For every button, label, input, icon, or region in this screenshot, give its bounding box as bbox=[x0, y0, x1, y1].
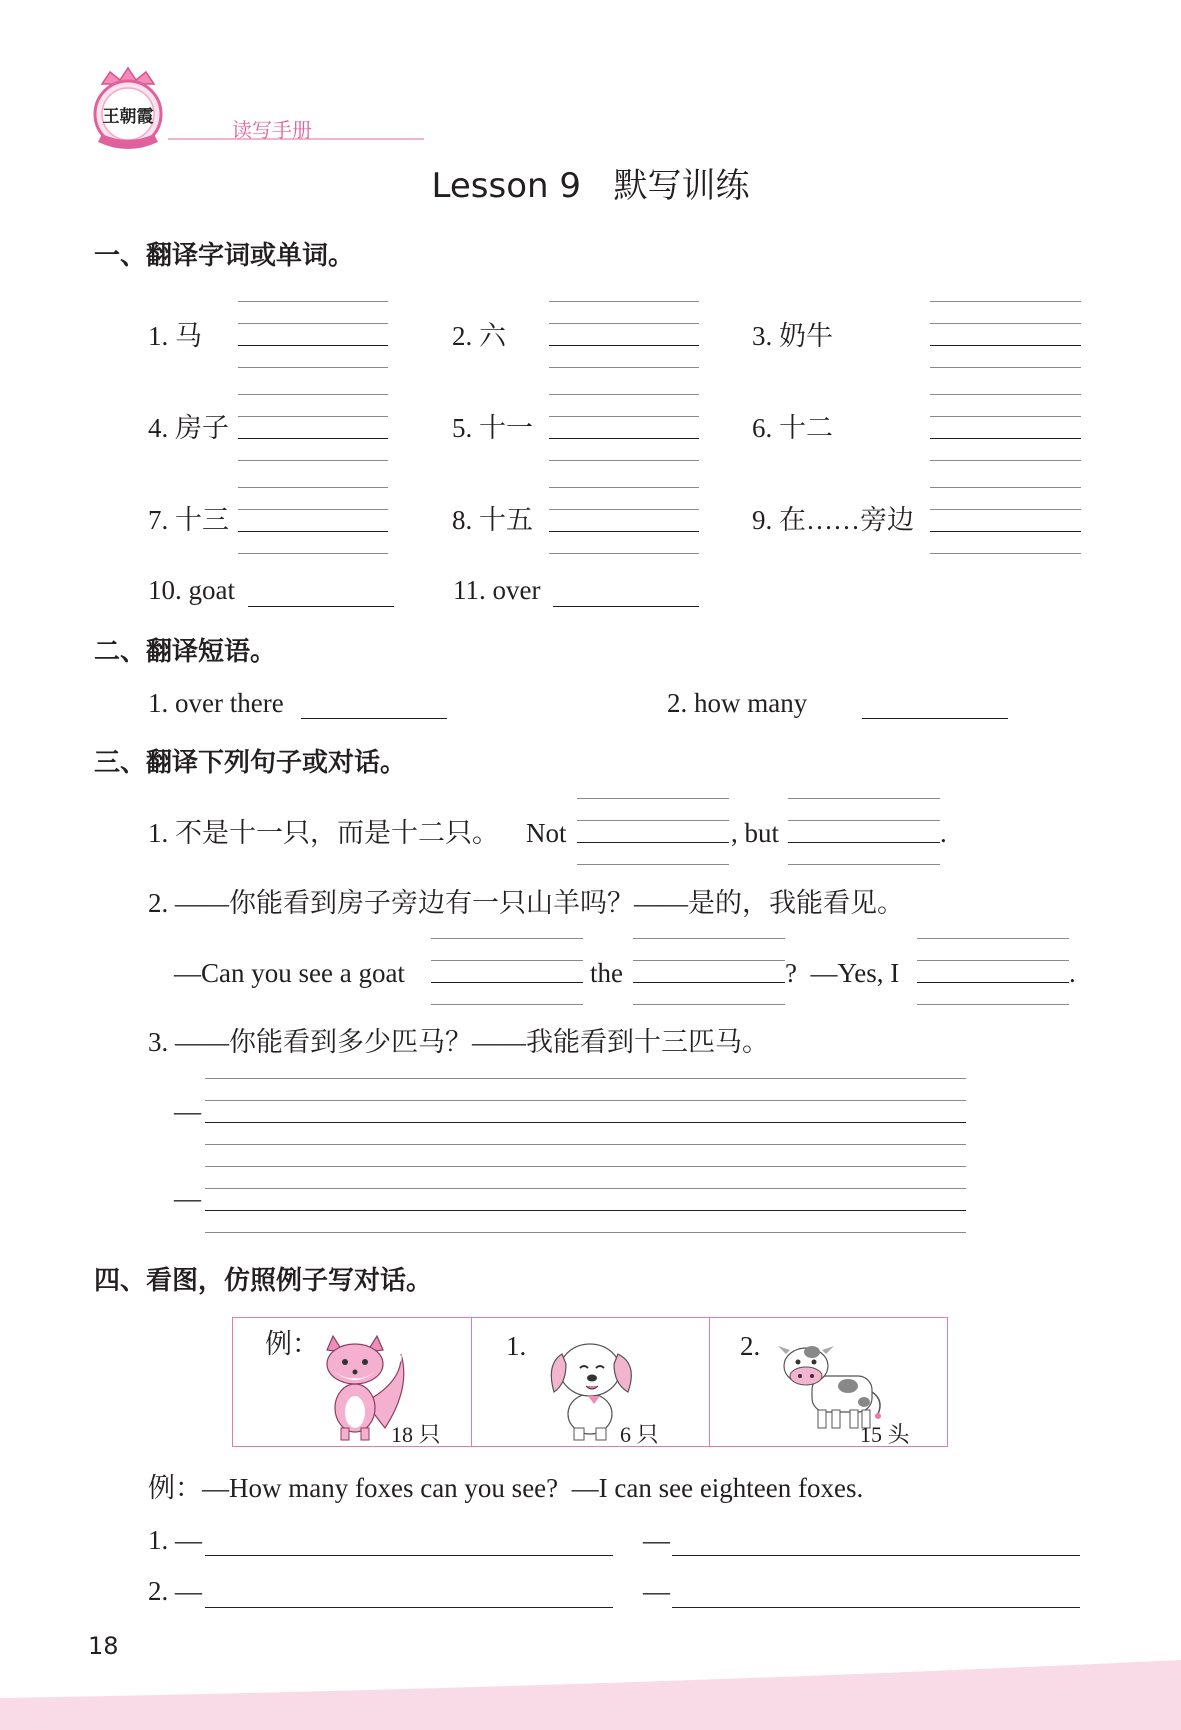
animal-count: 15 头 bbox=[860, 1422, 910, 1447]
answer-lines[interactable] bbox=[917, 938, 1069, 1018]
answer-lines[interactable] bbox=[549, 394, 699, 474]
picture-label: 例： bbox=[265, 1329, 319, 1359]
footer-band bbox=[0, 1660, 1181, 1730]
answer-blank[interactable] bbox=[672, 1607, 1080, 1608]
picture-label: 2. bbox=[740, 1331, 761, 1361]
vocab-item: 1. 马 bbox=[148, 321, 202, 351]
phrase-item: 1. over there bbox=[148, 688, 284, 718]
vocab-item: 4. 房子 bbox=[148, 413, 229, 443]
dialogue-dash: — bbox=[643, 1525, 670, 1555]
answer-blank[interactable] bbox=[862, 718, 1008, 719]
picture-label: 1. bbox=[506, 1331, 527, 1361]
answer-lines[interactable] bbox=[549, 301, 699, 381]
dialogue-dash: — bbox=[174, 1183, 201, 1213]
answer-lines[interactable] bbox=[205, 1166, 966, 1246]
sentence-word: ? —Yes, I bbox=[785, 958, 900, 988]
answer-blank[interactable] bbox=[301, 718, 447, 719]
vocab-item: 11. over bbox=[453, 575, 541, 605]
answer-lines[interactable] bbox=[431, 938, 583, 1018]
vocab-item: 2. 六 bbox=[452, 321, 506, 351]
vocab-item: 6. 十二 bbox=[752, 413, 833, 443]
answer-lines[interactable] bbox=[930, 487, 1081, 567]
animal-count: 6 只 bbox=[620, 1422, 659, 1447]
answer-lines[interactable] bbox=[788, 798, 940, 878]
sentence-chinese: 2. ——你能看到房子旁边有一只山羊吗？——是的，我能看见。 bbox=[148, 888, 904, 918]
sentence-word: . bbox=[940, 818, 947, 848]
picture-cell bbox=[709, 1318, 948, 1446]
answer-lines[interactable] bbox=[930, 394, 1081, 474]
header bbox=[88, 64, 348, 154]
picture-box bbox=[232, 1317, 948, 1447]
dialogue-label: 1. — bbox=[148, 1525, 202, 1555]
vocab-item: 8. 十五 bbox=[452, 505, 533, 535]
sentence-word: , but bbox=[731, 818, 780, 848]
example-dialogue: 例：—How many foxes can you see? —I can see eighteen foxes. bbox=[148, 1473, 864, 1503]
sentence-chinese: 1. 不是十一只，而是十二只。 bbox=[148, 818, 499, 848]
sentence-word: Not bbox=[526, 818, 567, 848]
answer-blank[interactable] bbox=[672, 1555, 1080, 1556]
vocab-item: 3. 奶牛 bbox=[752, 321, 833, 351]
logo-text: 王朝霞 bbox=[102, 107, 154, 127]
answer-lines[interactable] bbox=[238, 487, 388, 567]
section3-heading: 三、翻译下列句子或对话。 bbox=[94, 748, 407, 778]
dialogue-dash: — bbox=[643, 1576, 670, 1606]
vocab-item: 7. 十三 bbox=[148, 505, 229, 535]
dialogue-dash: — bbox=[174, 1096, 201, 1126]
vocab-item: 5. 十一 bbox=[452, 413, 533, 443]
section2-heading: 二、翻译短语。 bbox=[94, 637, 277, 667]
answer-lines[interactable] bbox=[549, 487, 699, 567]
book-title: 读写手册 bbox=[232, 118, 312, 142]
answer-blank[interactable] bbox=[248, 606, 394, 607]
answer-lines[interactable] bbox=[633, 938, 785, 1018]
answer-blank[interactable] bbox=[205, 1555, 613, 1556]
sentence-chinese: 3. ——你能看到多少匹马？——我能看到十三匹马。 bbox=[148, 1027, 769, 1057]
phrase-item: 2. how many bbox=[667, 688, 808, 718]
section4-heading: 四、看图，仿照例子写对话。 bbox=[94, 1266, 433, 1296]
answer-lines[interactable] bbox=[238, 394, 388, 474]
sentence-word: the bbox=[590, 958, 623, 988]
sentence-word: . bbox=[1069, 958, 1076, 988]
dialogue-label: 2. — bbox=[148, 1576, 202, 1606]
answer-lines[interactable] bbox=[930, 301, 1081, 381]
answer-blank[interactable] bbox=[205, 1607, 613, 1608]
page-title: Lesson 9 默写训练 bbox=[431, 166, 750, 206]
answer-lines[interactable] bbox=[577, 798, 729, 878]
answer-lines[interactable] bbox=[205, 1078, 966, 1158]
section1-heading: 一、翻译字词或单词。 bbox=[94, 241, 355, 271]
picture-cell bbox=[471, 1318, 710, 1446]
answer-lines[interactable] bbox=[238, 301, 388, 381]
vocab-item: 10. goat bbox=[148, 575, 235, 605]
sentence-word: —Can you see a goat bbox=[174, 958, 405, 988]
page-number: 18 bbox=[88, 1632, 119, 1660]
animal-count: 18 只 bbox=[391, 1422, 441, 1447]
vocab-item: 9. 在……旁边 bbox=[752, 505, 914, 535]
answer-blank[interactable] bbox=[553, 606, 699, 607]
picture-cell bbox=[233, 1318, 471, 1446]
